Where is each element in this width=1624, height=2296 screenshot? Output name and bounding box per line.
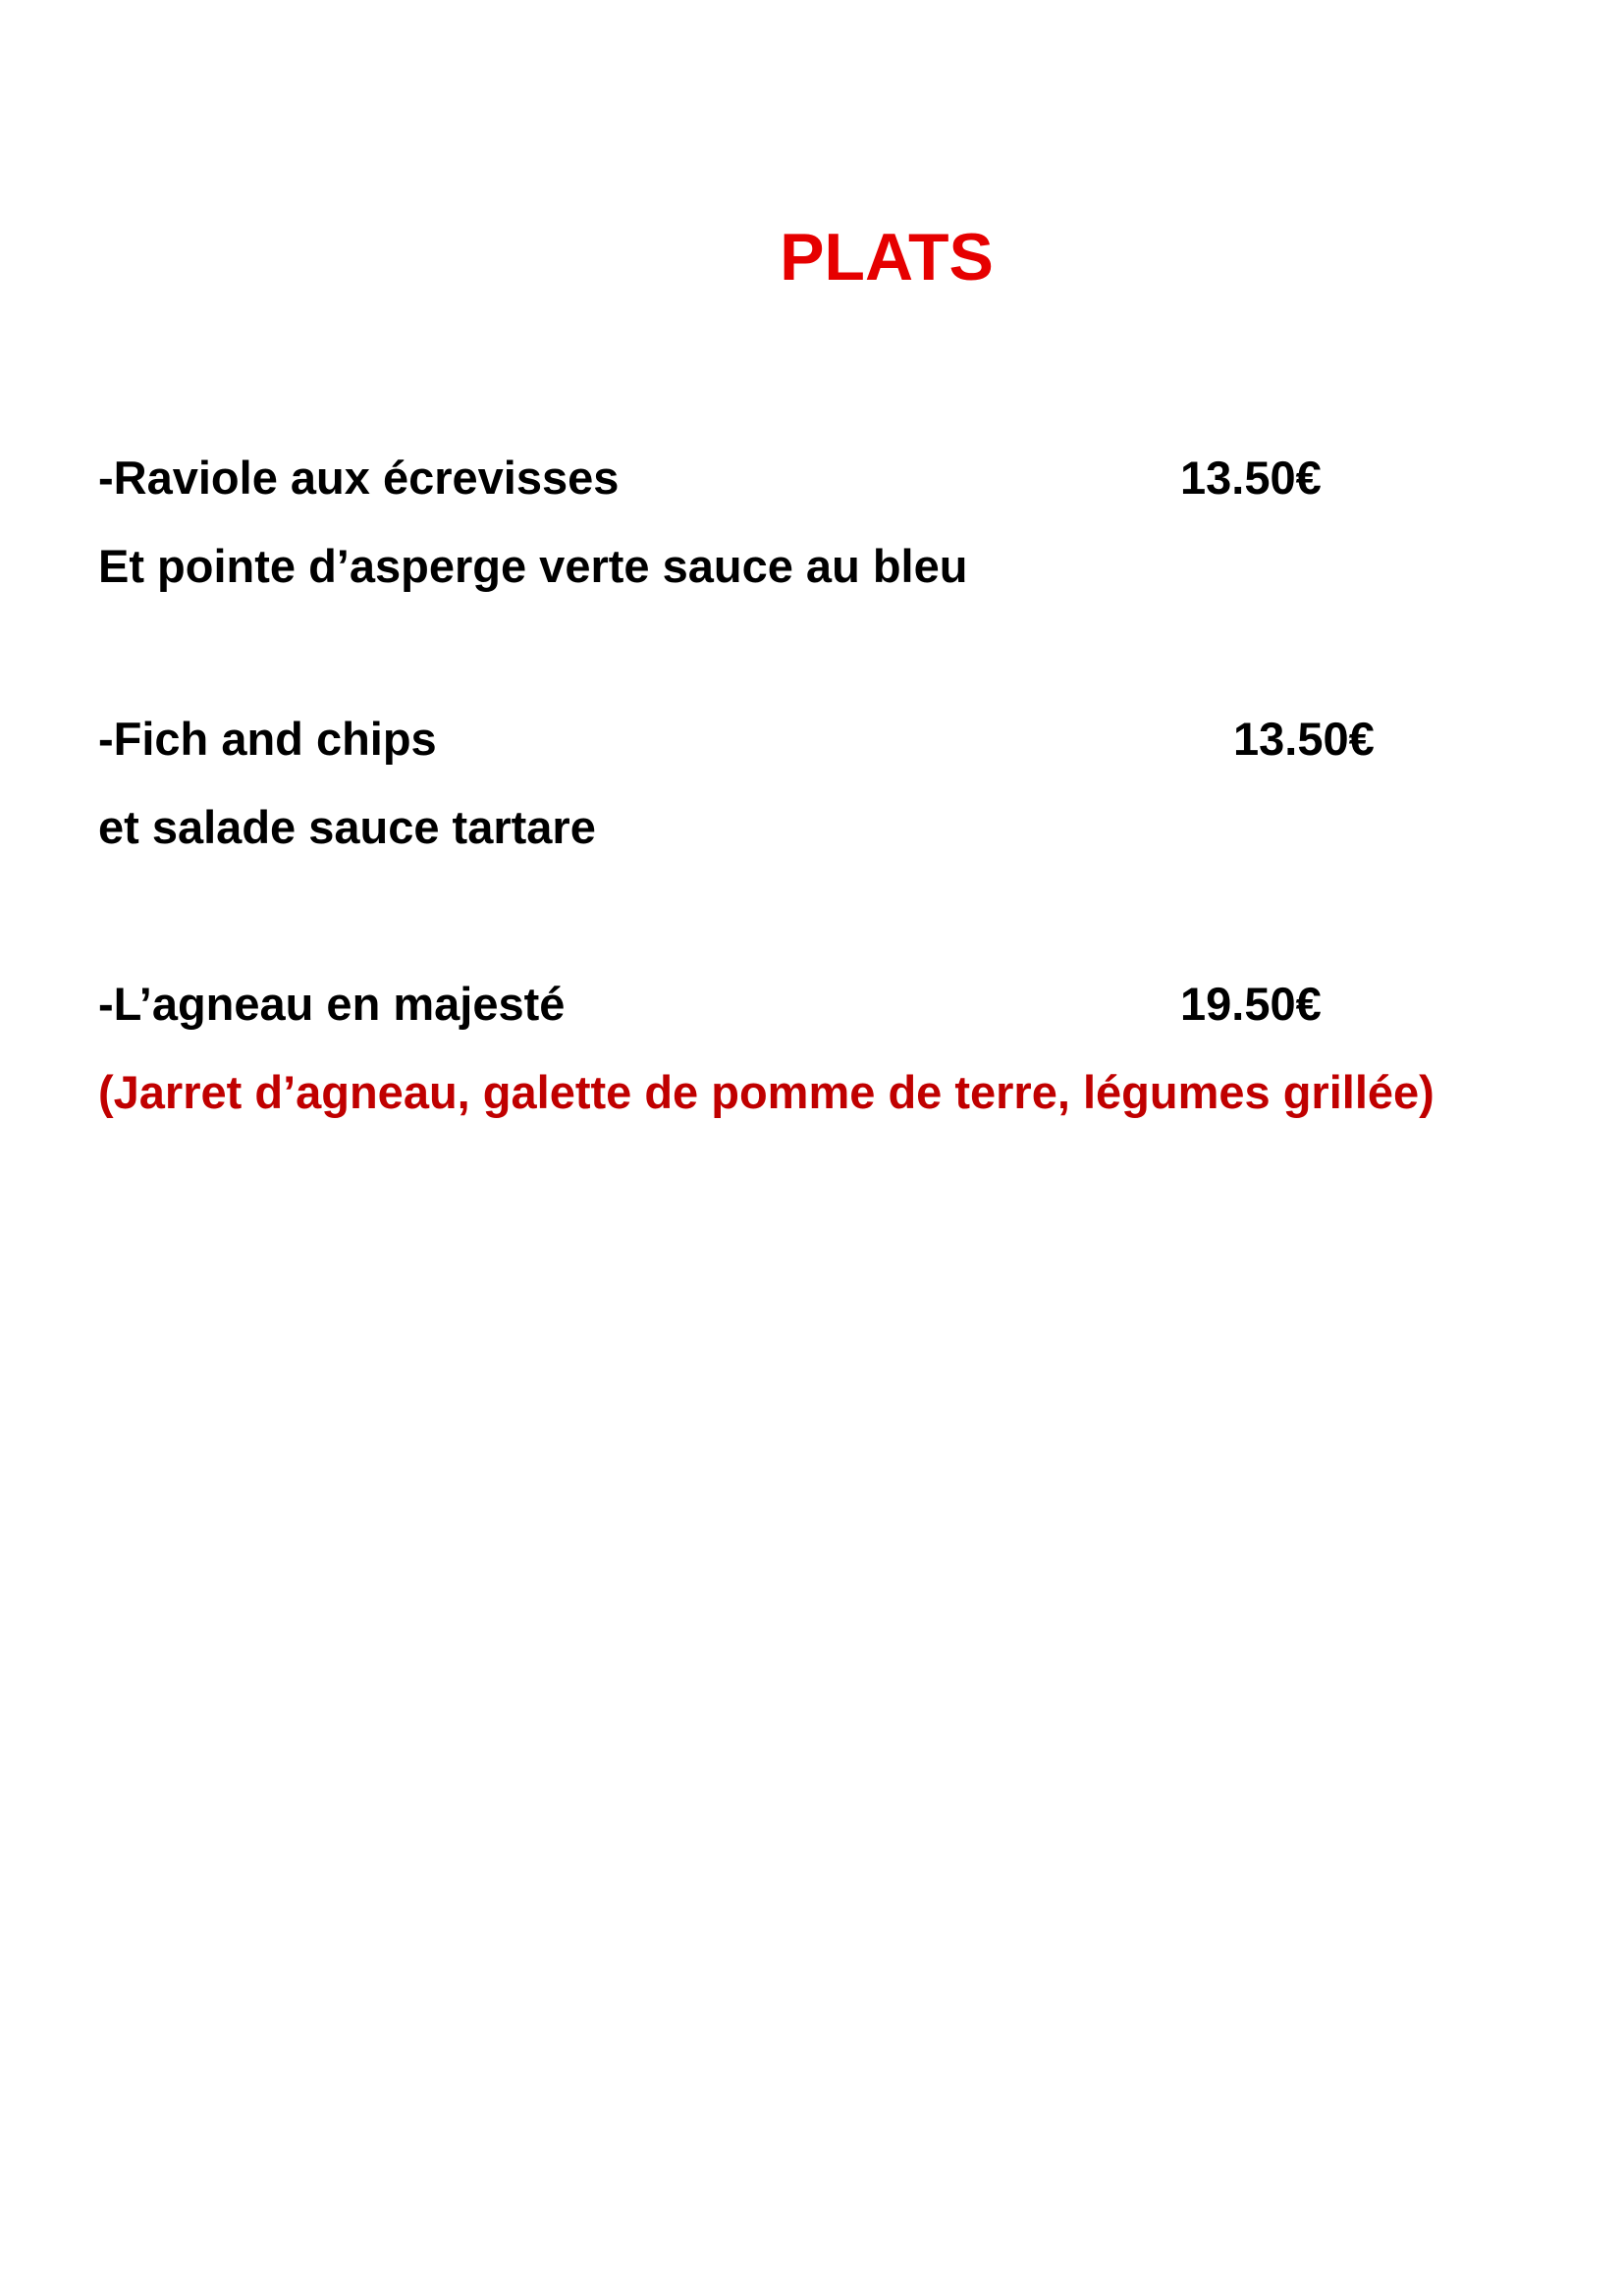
- dish-name: -L’agneau en majesté: [98, 978, 566, 1030]
- dish-price: 13.50€: [1233, 713, 1375, 765]
- page-title-text: PLATS: [780, 220, 994, 294]
- dish-description-highlight: (Jarret d’agneau, galette de pomme de terre, légumes grillée): [98, 1066, 1435, 1118]
- dish-price: 13.50€: [1180, 452, 1322, 504]
- dish-description: Et pointe d’asperge verte sauce au bleu: [98, 540, 968, 592]
- dish-name: -Raviole aux écrevisses: [98, 452, 620, 504]
- dish-description: et salade sauce tartare: [98, 801, 596, 853]
- page-title: [75, 218, 1624, 296]
- dish-name: -Fich and chips: [98, 713, 437, 765]
- dish-price: 19.50€: [1180, 978, 1322, 1030]
